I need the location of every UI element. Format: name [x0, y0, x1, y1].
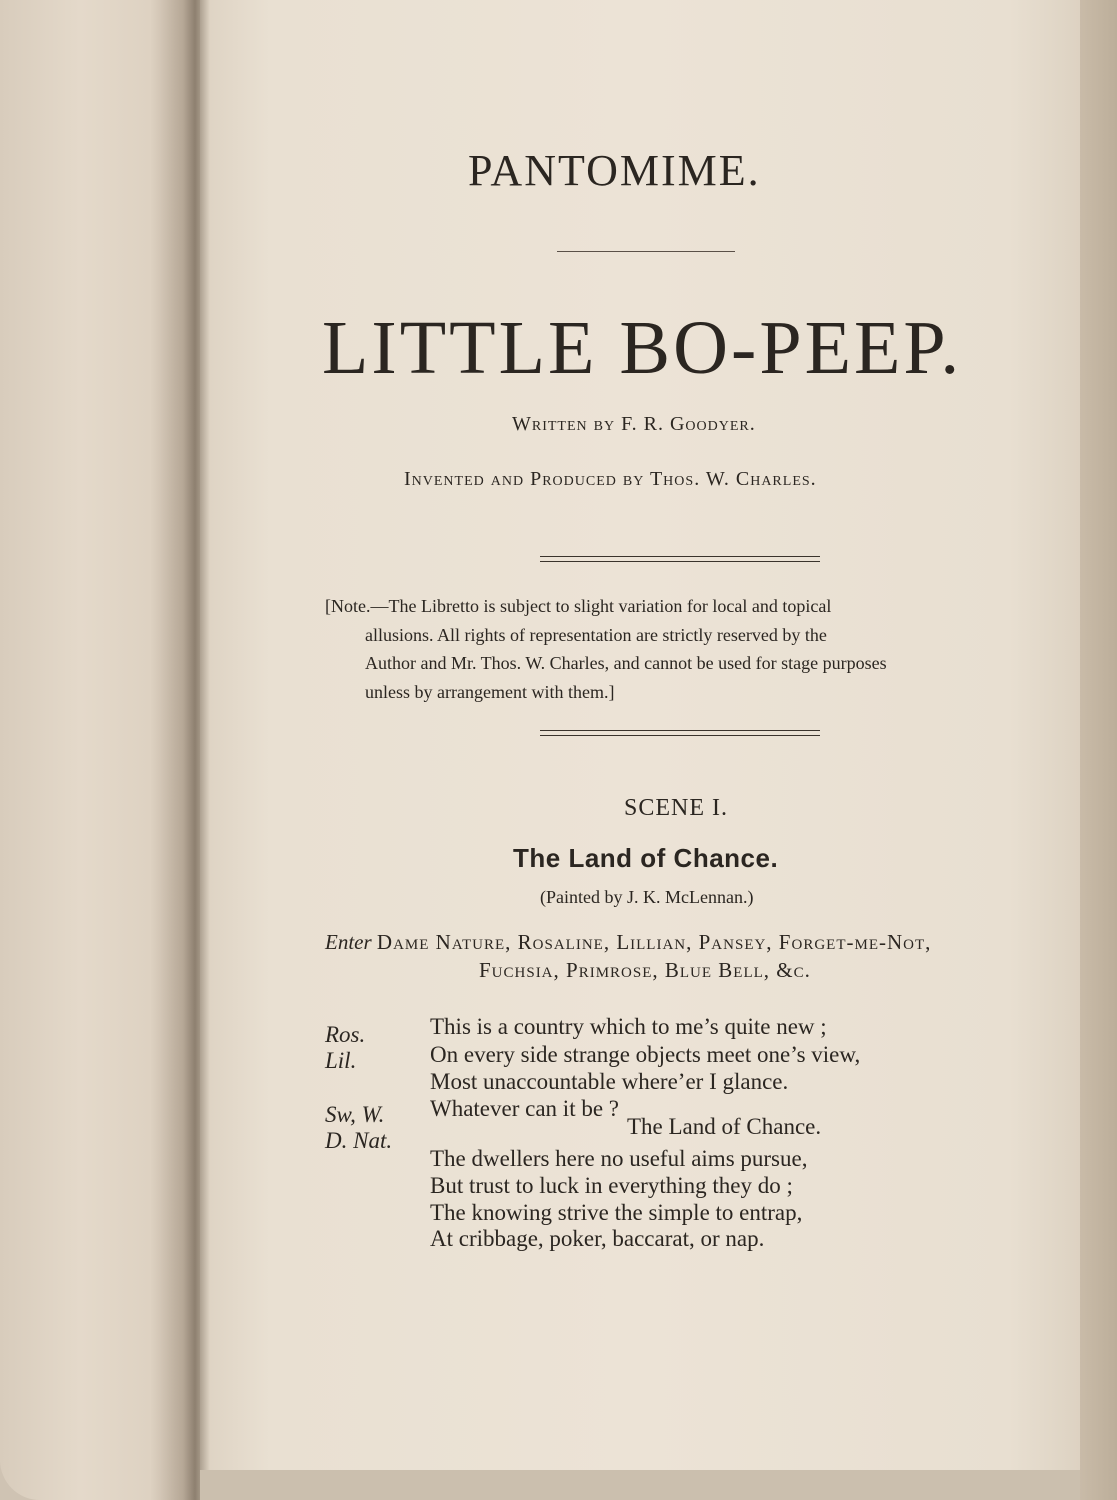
- enter-word: Enter: [325, 930, 372, 954]
- characters-line-2: Fuchsia, Primrose, Blue Bell, &c.: [479, 958, 811, 982]
- stage-direction: [325, 928, 931, 984]
- dialogue-line-5: The Land of Chance.: [627, 1114, 822, 1139]
- note-line-1: [Note.—The Libretto is subject to slight variation for local and topical: [325, 596, 832, 616]
- dialogue-line-1: This is a country which to me’s quite new ;: [430, 1014, 827, 1039]
- bottom-edge: [200, 1470, 1080, 1500]
- dialogue-line-3: Most unaccountable where’er I glance.: [430, 1069, 789, 1094]
- dialogue-line-6: The dwellers here no useful aims pursue,: [430, 1146, 808, 1171]
- section-heading: PANTOMIME.: [468, 146, 761, 195]
- dialogue-line-7: But trust to luck in everything they do ;: [430, 1173, 793, 1198]
- dialogue-line-2: On every side strange objects meet one’s view,: [430, 1042, 861, 1067]
- note-line-4: unless by arrangement with them.]: [365, 681, 615, 702]
- characters-line-1: Dame Nature, Rosaline, Lillian, Pansey, Forget-me-Not,: [376, 930, 932, 954]
- double-rule-bottom: [540, 730, 820, 736]
- dialogue-line-8: The knowing strive the simple to entrap,: [430, 1200, 803, 1225]
- play-title: LITTLE BO-PEEP.: [322, 306, 963, 390]
- dialogue-line-4: Whatever can it be ?: [430, 1096, 619, 1121]
- scene-painter: (Painted by J. K. McLennan.): [540, 887, 754, 907]
- book-gutter: [150, 0, 210, 1500]
- note-line-2: allusions. All rights of representation are strictly reserved by the: [365, 624, 827, 645]
- libretto-note: [325, 592, 1000, 706]
- speaker-d-nat: D. Nat.: [325, 1128, 393, 1153]
- page-edge: [1080, 0, 1117, 1500]
- short-rule: [557, 251, 735, 252]
- written-by-credit: Written by F. R. Goodyer.: [512, 413, 756, 435]
- speaker-ros: Ros.: [325, 1022, 366, 1047]
- note-line-3: Author and Mr. Thos. W. Charles, and cannot be used for stage purposes: [365, 653, 887, 673]
- speaker-lil: Lil.: [325, 1048, 357, 1073]
- produced-by-credit: Invented and Produced by Thos. W. Charles.: [404, 468, 817, 490]
- double-rule-top: [540, 556, 820, 562]
- scene-number: SCENE I.: [624, 795, 728, 821]
- scene-title: The Land of Chance.: [513, 843, 779, 873]
- dialogue-line-9: At cribbage, poker, baccarat, or nap.: [430, 1226, 765, 1251]
- speaker-sw-w: Sw, W.: [325, 1102, 385, 1127]
